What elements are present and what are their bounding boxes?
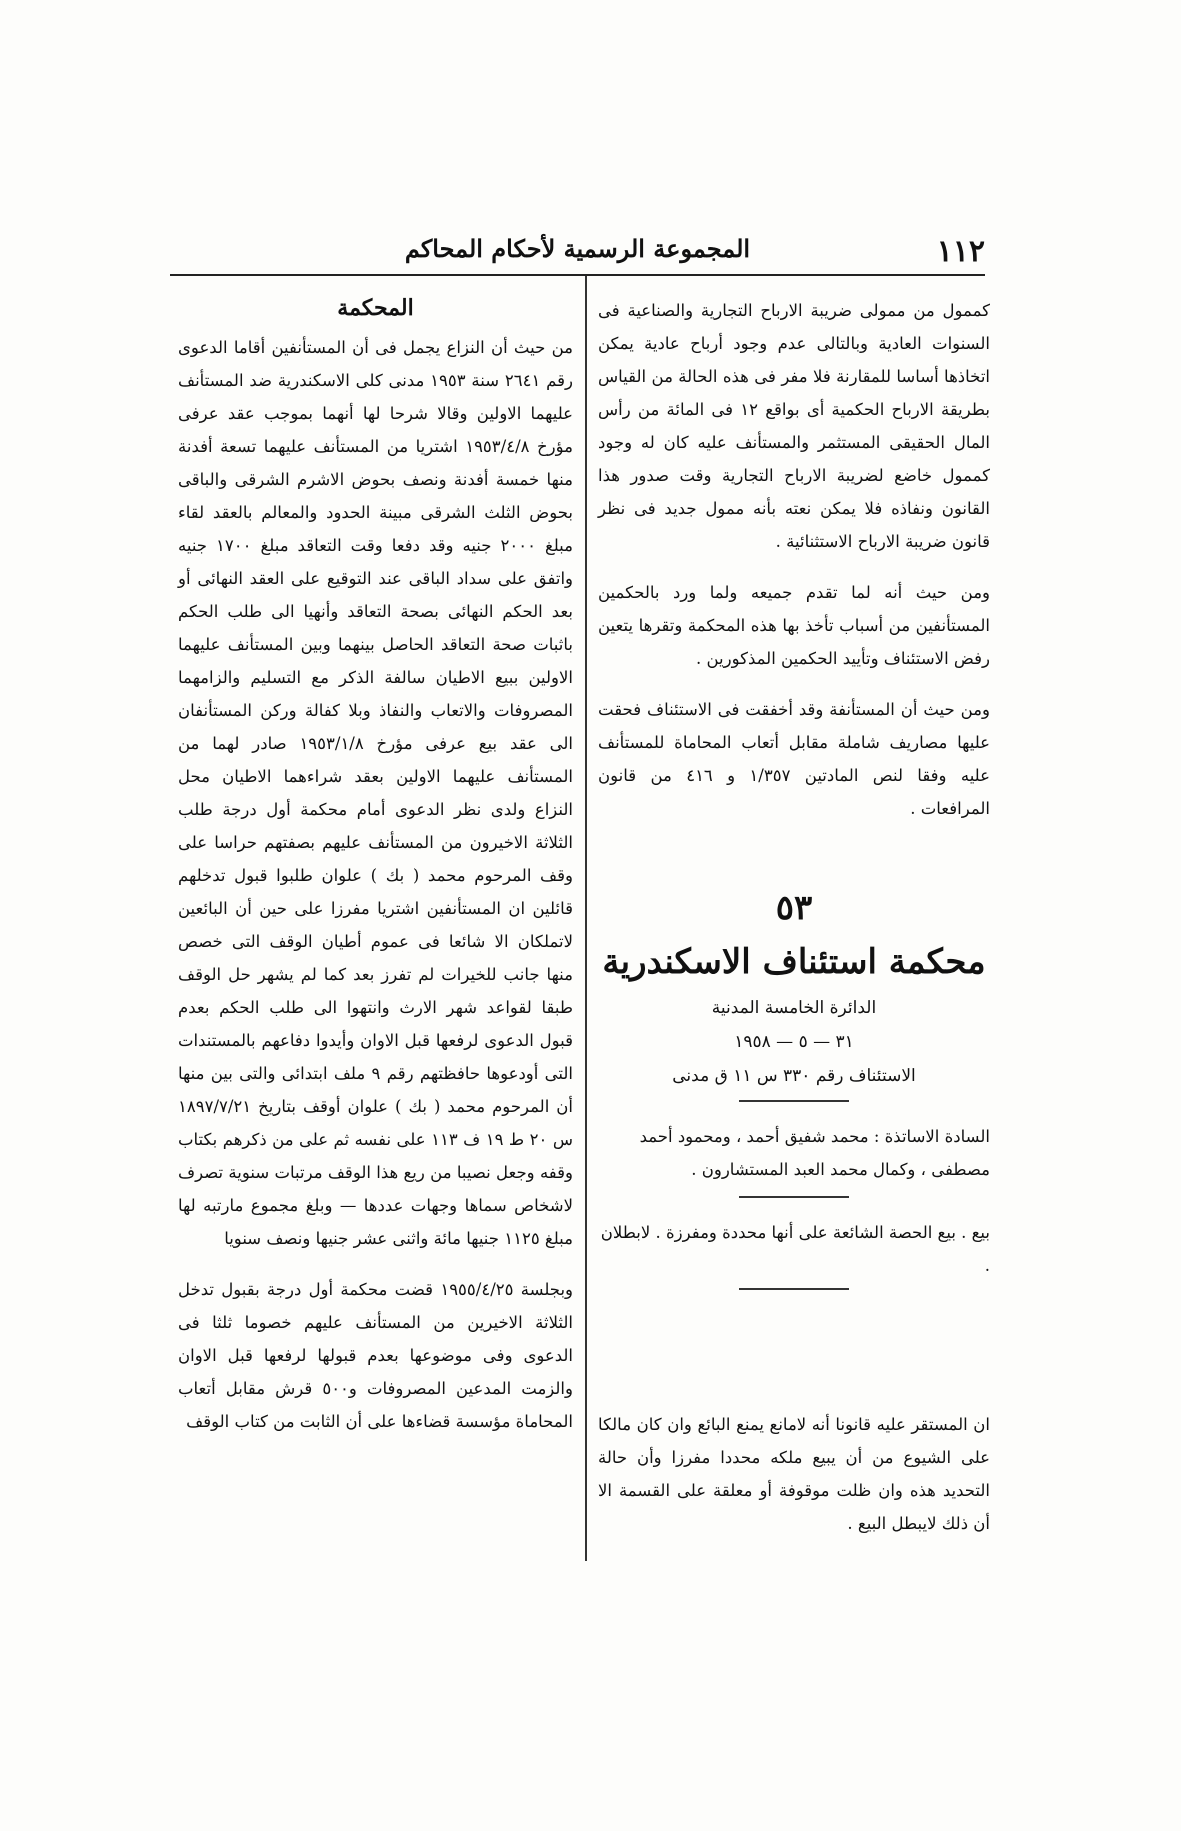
paragraph: ومن حيث أنه لما تقدم جميعه ولما ورد بالحكمين المستأنفين من أسباب تأخذ بها هذه المحكمة وتقرها يتعين رفض الاستئناف وتأييد الحكمين المذكورين . (598, 583, 990, 668)
case-header (598, 888, 990, 1308)
paragraph: وبجلسة ١٩٥٥/٤/٢٥ قضت محكمة أول درجة بقبول تدخل الثلاثة الاخيرين من المستأنف عليهم خصوما ثلثا فى الدعوى وفى موضوعها بعدم قبولها لرفعها قبل الاوان والزمت المدعين المصروفات و٥٠٠ قرش مقابل أتعاب المحاماة مؤسسة قضاءها على أن الثابت من كتاب الوقف (178, 1280, 573, 1431)
judges: السادة الاساتذة : محمد شفيق أحمد ، ومحمود أحمد مصطفى ، وكمال محمد العبد المستشارون . (639, 1127, 990, 1179)
page-header (170, 230, 985, 270)
separator-rule (739, 1288, 849, 1290)
right-column-top (598, 294, 990, 843)
separator-rule (739, 1100, 849, 1102)
section-heading: المحكمة (337, 295, 414, 321)
left-column (178, 292, 573, 1456)
judgment-date: ٣١ — ٥ — ١٩٥٨ (734, 1032, 854, 1052)
case-number: ٥٣ (775, 888, 813, 928)
page-number: ١١٢ (936, 234, 985, 269)
paragraph: من حيث أن النزاع يجمل فى أن المستأنفين أقاما الدعوى رقم ٢٦٤١ سنة ١٩٥٣ مدنى كلى الاسكندرية ضد المستأنف عليهما الاولين وقالا شرحا لها أنهما بموجب عقد عرفى مؤرخ ١٩٥٣/٤/٨ اشتريا من المستأنف عليهما تسعة أفدنة منها خمسة أفدنة ونصف بحوض الاشرم الشرقى والباقى بحوض الثلث الشرقى مبينة الحدود والمعالم بالعقد لقاء مبلغ ٢٠٠٠ جنيه وقد دفعا وقت التعاقد مبلغ ١٧٠٠ جنيه واتفق على سداد الباقى عند التوقيع على العقد النهائى أو بعد الحكم النهائى بصحة التعاقد وأنهيا الى طلب الحكم باثبات صحة التعاقد الحاصل بينهما وبين المستأنف عليهما الاولين ببيع الاطيان سالفة الذكر مع التسليم والزامهما المصروفات والاتعاب والنفاذ وبلا كفالة وركن المستأنفان الى عقد بيع عرفى مؤرخ ١٩٥٣/١/٨ صادر لهما من المستأنف عليهما الاولين بعقد شراءهما الاطيان محل النزاع ولدى نظر الدعوى أمام محكمة أول درجة طلب الثلاثة الاخيرون من المستأنف عليهم بصفتهم حراسا على وقف المرحوم محمد ( بك ) علوان طلبوا قبول تدخلهم قائلين ان المستأنفين اشتريا مفرزا على حين أن البائعين لاتملكان الا شائعا فى عموم أطيان الوقف التى خصص منها جانب للخيرات لم تفرز بعد كما لم يشهر حل الوقف طبقا لقواعد شهر الارث وانتهوا الى طلب الحكم بعدم قبول الدعوى لرفعها قبل الاوان وأيدوا دفاعهم بالمستندات التى أودعوها حافظتهم رقم ٩ ملف ابتدائى والتى بين منها أن المرحوم محمد ( بك ) علوان أوقف بتاريخ ١٨٩٧/٧/٢١ س ٢٠ ط ١٩ ف ١١٣ على نفسه ثم على من ذكرهم بكتاب وقفه وجعل نصيبا من ريع هذا الوقف مرتبات سنوية تصرف لاشخاص سماها وجهات عددها — وبلغ مجموع مارتبه لها مبلغ ١١٢٥ جنيها مائة واثنى عشر جنيها ونصف سنويا (178, 338, 574, 1248)
paragraph: ومن حيث أن المستأنفة وقد أخفقت فى الاستئناف فحقت عليها مصاريف شاملة مقابل أتعاب المحاماة للمستأنف عليه وفقا لنص المادتين ١/٣٥٧ و ٤١٦ من قانون المرافعات . (598, 700, 990, 818)
header-rule (170, 274, 985, 276)
right-column-bottom (598, 1408, 990, 1558)
court-name: محكمة استئناف الاسكندرية (602, 942, 986, 982)
column-divider (585, 276, 587, 1561)
appeal-number: الاستئناف رقم ٣٣٠ س ١١ ق مدنى (672, 1066, 916, 1086)
separator-rule (739, 1196, 849, 1198)
running-title: المجموعة الرسمية لأحكام المحاكم (404, 234, 751, 263)
case-summary: بيع . بيع الحصة الشائعة على أنها محددة ومفرزة . لابطلان . (600, 1223, 990, 1275)
chamber: الدائرة الخامسة المدنية (711, 998, 877, 1018)
paragraph: ان المستقر عليه قانونا أنه لامانع يمنع البائع وان كان مالكا على الشيوع من أن يبيع ملكه محددا مفرزا وأن حالة التحديد هذه وان ظلت موقوفة أو معلقة على القسمة الا أن ذلك لايبطل البيع . (598, 1415, 990, 1533)
paragraph: كممول من ممولى ضريبة الارباح التجارية والصناعية فى السنوات العادية وبالتالى عدم وجود أرباح عادية يمكن اتخاذها أساسا للمقارنة فلا مفر فى هذه الحالة من القياس بطريقة الارباح الحكمية أى بواقع ١٢ فى المائة من رأس المال الحقيقى المستثمر والمستأنف عليه كان له وجود كممول خاضع لضريبة الارباح التجارية وقت صدور هذا القانون ونفاذه فلا يمكن نعته بأنه ممول جديد فى نظر قانون ضريبة الارباح الاستثنائية . (598, 301, 990, 551)
